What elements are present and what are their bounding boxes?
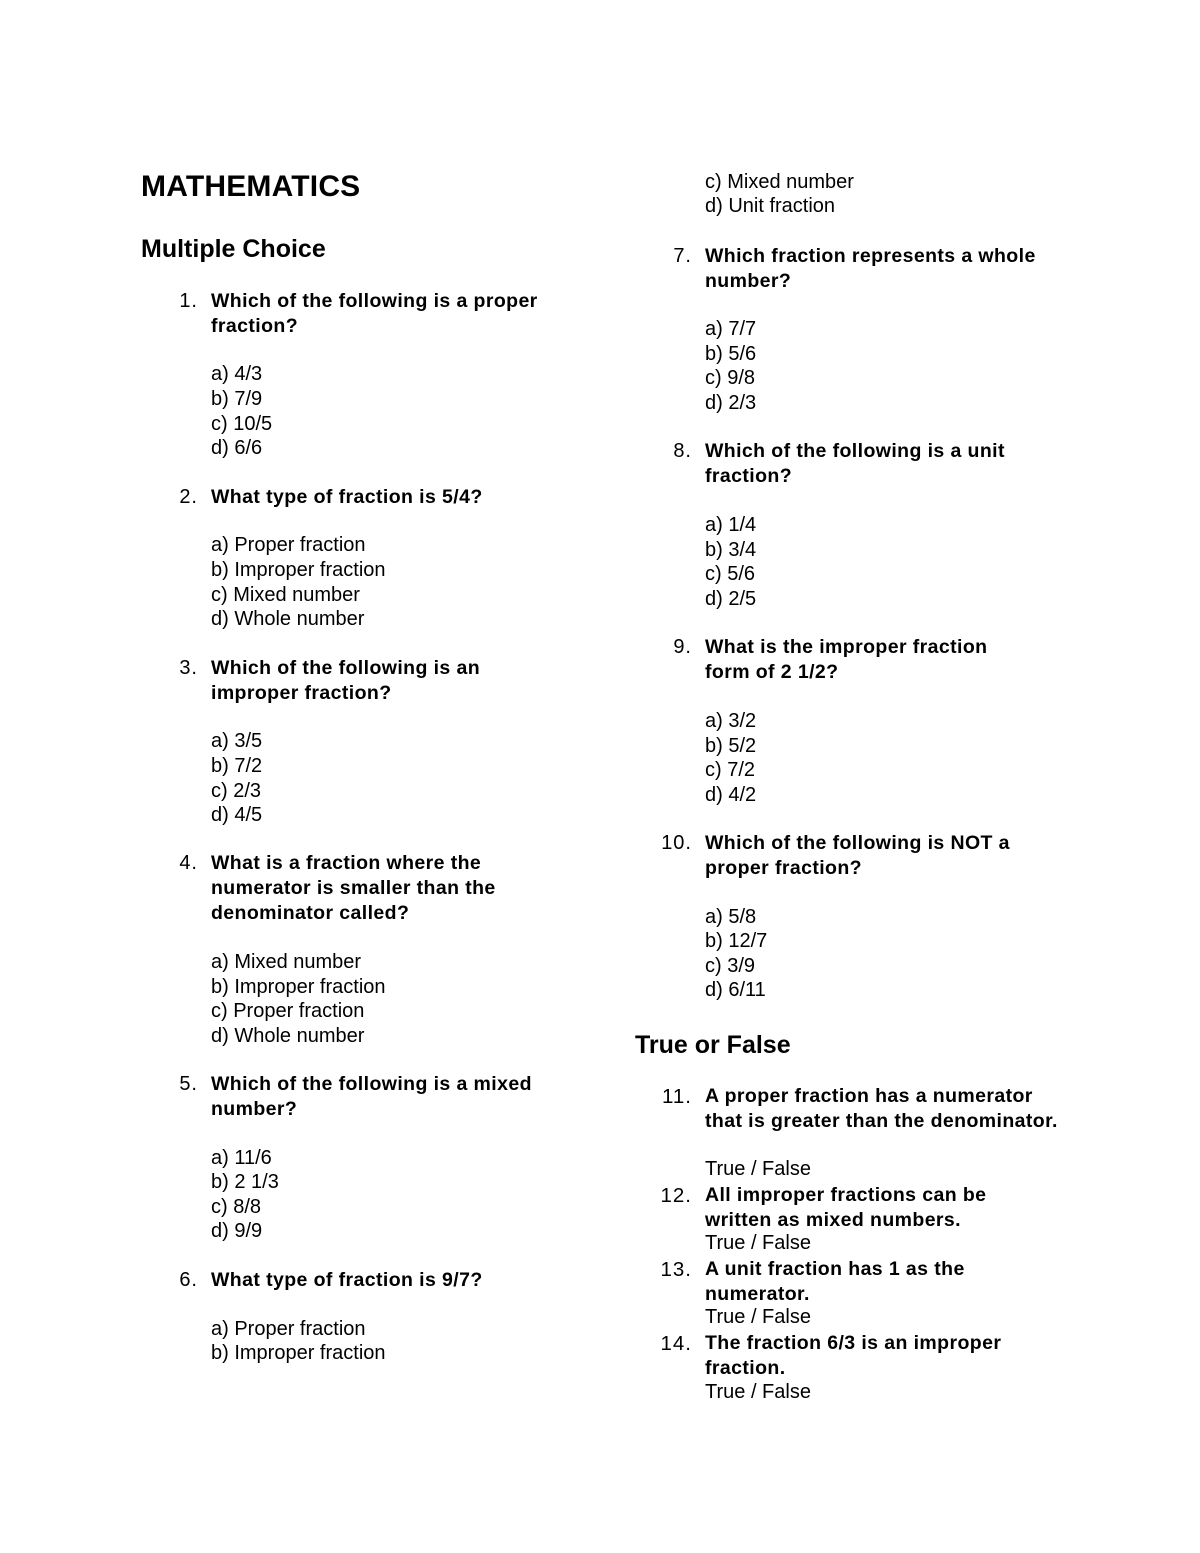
- question-number: 7.: [673, 245, 692, 267]
- answer-option: b) 12/7: [705, 930, 768, 952]
- question-number: 11.: [662, 1085, 692, 1108]
- page-title: MATHEMATICS: [141, 170, 361, 203]
- question-number: 6.: [179, 1269, 198, 1291]
- answer-option: c) Proper fraction: [211, 1000, 365, 1022]
- answer-option: d) Unit fraction: [705, 195, 836, 217]
- answer-option: b) Improper fraction: [211, 559, 386, 581]
- answer-option: a) Mixed number: [211, 951, 362, 973]
- answer-option: c) 10/5: [211, 413, 273, 435]
- answer-option: d) 2/5: [705, 588, 757, 610]
- question-number: 2.: [179, 486, 198, 508]
- true-false-choice: True / False: [705, 1232, 811, 1254]
- answer-option: d) 2/3: [705, 392, 757, 414]
- answer-option: b) 7/2: [211, 755, 263, 777]
- answer-option: d) 6/6: [211, 437, 263, 459]
- answer-option: c) 5/6: [705, 563, 756, 585]
- question-text: What is a fraction where the numerator is smaller than the denominator called?: [211, 852, 496, 924]
- true-false-choice: True / False: [705, 1306, 811, 1328]
- answer-option: b) 3/4: [705, 539, 757, 561]
- answer-option: a) 1/4: [705, 514, 757, 536]
- true-false-choice: True / False: [705, 1158, 811, 1180]
- answer-option: b) Improper fraction: [211, 1342, 386, 1364]
- statement-text: The fraction 6/3 is an improper fraction.: [705, 1332, 1002, 1379]
- statement-text: All improper fractions can be written as mixed numbers.: [705, 1184, 987, 1231]
- question-number: 12.: [660, 1184, 692, 1207]
- answer-option: d) 9/9: [211, 1220, 263, 1242]
- answer-option: b) Improper fraction: [211, 976, 386, 998]
- answer-option: b) 2 1/3: [211, 1171, 279, 1193]
- answer-option: a) 11/6: [211, 1147, 272, 1169]
- question-text: Which fraction represents a whole number?: [705, 245, 1036, 292]
- answer-option: c) 9/8: [705, 367, 756, 389]
- question-text: Which of the following is a proper fraction?: [211, 290, 538, 337]
- answer-option: c) 7/2: [705, 759, 756, 781]
- answer-option: b) 5/2: [705, 735, 757, 757]
- question-number: 13.: [660, 1258, 692, 1281]
- answer-option: c) Mixed number: [705, 171, 854, 193]
- question-number: 1.: [179, 290, 198, 312]
- answer-option: a) 5/8: [705, 906, 757, 928]
- statement-text: A unit fraction has 1 as the numerator.: [705, 1258, 965, 1305]
- question-number: 8.: [673, 440, 692, 462]
- question-text: Which of the following is NOT a proper fraction?: [705, 832, 1010, 879]
- question-text: Which of the following is an improper fraction?: [211, 657, 481, 704]
- answer-option: a) 3/5: [211, 730, 263, 752]
- question-text: What type of fraction is 9/7?: [211, 1269, 483, 1291]
- answer-option: d) 4/2: [705, 784, 757, 806]
- answer-option: d) 6/11: [705, 979, 766, 1001]
- answer-option: b) 7/9: [211, 388, 263, 410]
- question-number: 14.: [660, 1332, 692, 1355]
- question-number: 5.: [179, 1073, 198, 1095]
- answer-option: a) Proper fraction: [211, 534, 366, 556]
- answer-option: a) Proper fraction: [211, 1318, 366, 1340]
- answer-option: d) 4/5: [211, 804, 263, 826]
- question-number: 4.: [179, 852, 198, 874]
- question-text: What type of fraction is 5/4?: [211, 486, 483, 508]
- answer-option: c) 2/3: [211, 780, 262, 802]
- answer-option: a) 4/3: [211, 363, 263, 385]
- answer-option: b) 5/6: [705, 343, 757, 365]
- answer-option: c) 8/8: [211, 1196, 262, 1218]
- question-text: Which of the following is a mixed number?: [211, 1073, 532, 1120]
- question-text: What is the improper fraction form of 2 1/2?: [705, 636, 988, 683]
- statement-text: A proper fraction has a numerator that is greater than the denominator.: [705, 1085, 1058, 1132]
- answer-option: a) 3/2: [705, 710, 757, 732]
- question-text: Which of the following is a unit fraction?: [705, 440, 1005, 487]
- answer-option: c) Mixed number: [211, 584, 360, 606]
- answer-option: d) Whole number: [211, 1025, 365, 1047]
- question-number: 9.: [673, 636, 692, 658]
- section-heading-multiple-choice: Multiple Choice: [141, 235, 326, 263]
- section-heading-true-false: True or False: [635, 1031, 791, 1059]
- answer-option: d) Whole number: [211, 608, 365, 630]
- true-false-choice: True / False: [705, 1381, 811, 1403]
- answer-option: c) 3/9: [705, 955, 756, 977]
- answer-option: a) 7/7: [705, 318, 757, 340]
- question-number: 3.: [179, 657, 198, 679]
- question-number: 10.: [661, 832, 692, 854]
